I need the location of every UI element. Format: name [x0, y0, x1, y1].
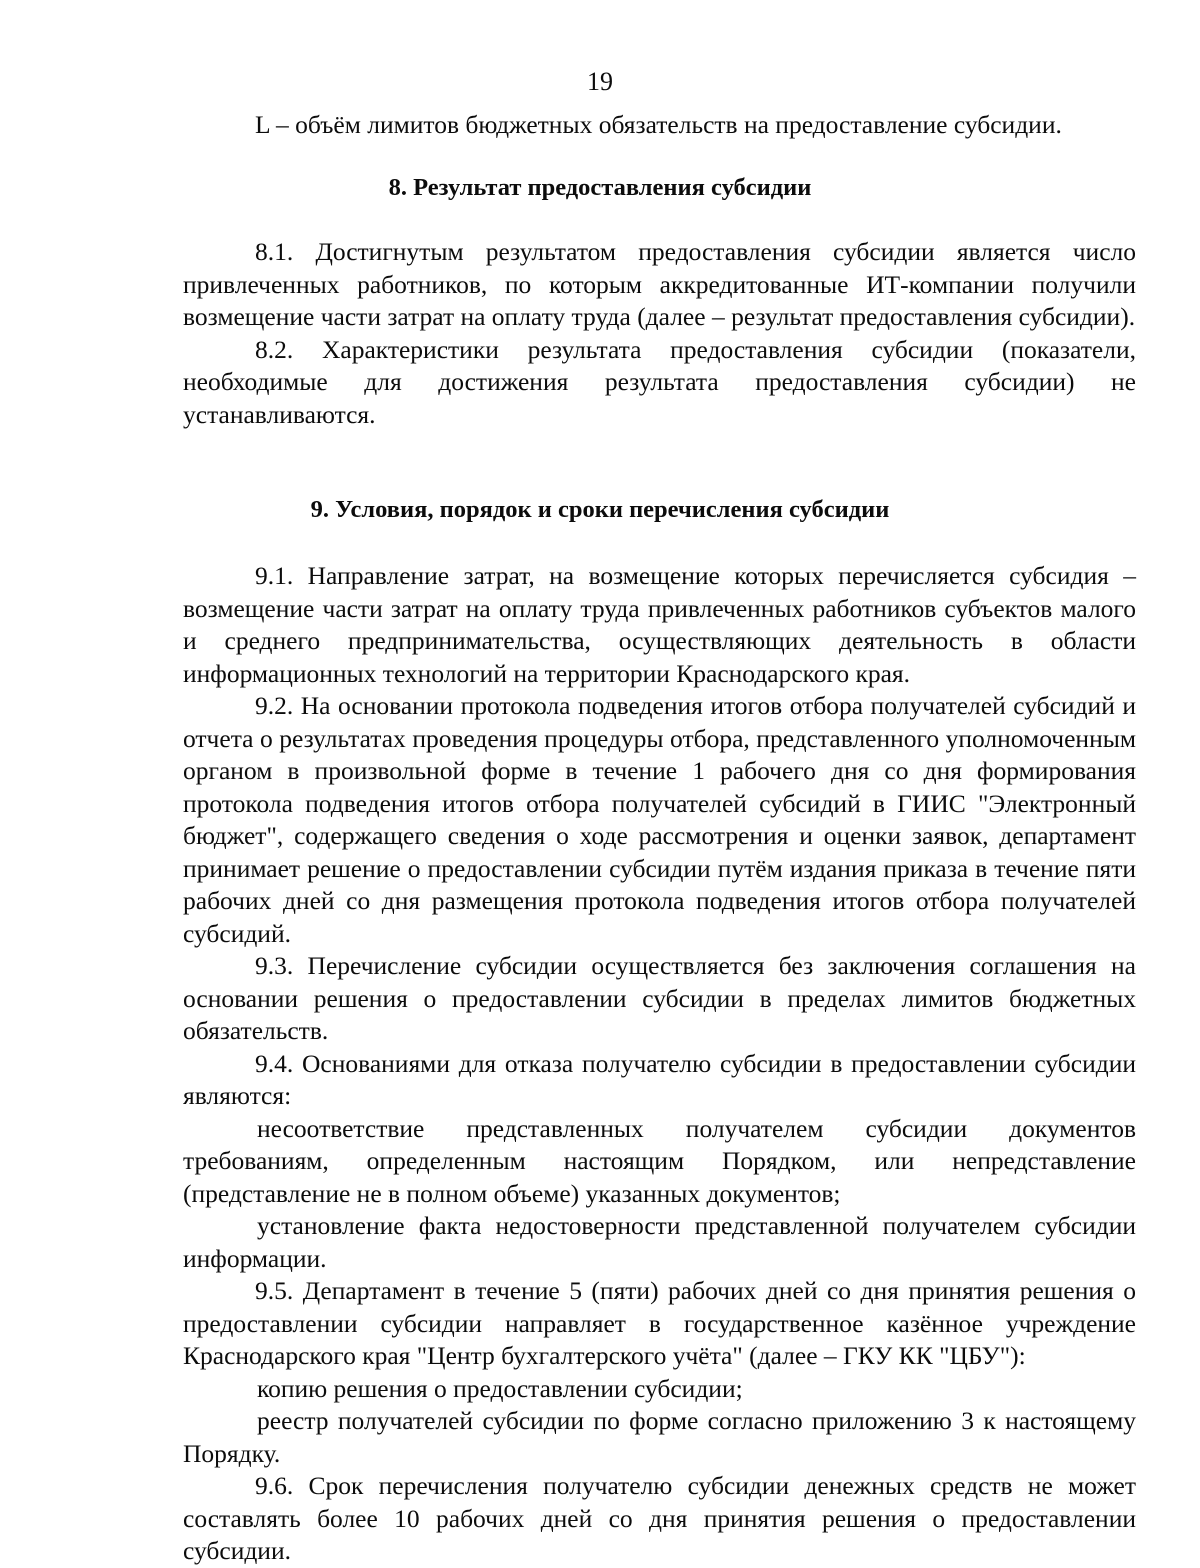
paragraph-9-3: 9.3. Перечисление субсидии осуществляется без заключения соглашения на основании решения о предоставлении субсидии в пределах лимитов бюджетных обязательств.: [183, 951, 1136, 1045]
section-9-title: 9. Условия, порядок и сроки перечисления субсидии: [310, 496, 890, 523]
paragraph-9-5-item-1: копию решения о предоставлении субсидии;: [257, 1373, 743, 1403]
paragraph-9-1: 9.1. Направление затрат, на возмещение которых перечисляется субсидия – возмещение части затрат на оплату труда привлеченных работников субъектов малого и среднего предпринимательства, осуществляющих деятельность в области информационных технологий на территории Краснодарского края.: [183, 561, 1136, 688]
paragraph-9-5: 9.5. Департамент в течение 5 (пяти) рабочих дней со дня принятия решения о предоставлении субсидии направляет в государственное казённое учреждение Краснодарского края "Центр бухгалтерского учёта" (далее – ГКУ КК "ЦБУ"):: [183, 1276, 1136, 1370]
paragraph-9-4-item-1: несоответствие представленных получателем субсидии документов требованиям, определенным настоящим Порядком, или непредставление (представление не в полном объеме) указанных документов;: [183, 1113, 1136, 1208]
paragraph-9-4-item-2: установление факта недостоверности представленной получателем субсидии информации.: [183, 1211, 1136, 1273]
paragraph-9-2: 9.2. На основании протокола подведения итогов отбора получателей субсидий и отчета о результатах проведения процедуры отбора, представленного уполномоченным органом в произвольной форме в течение 1 рабочего дня со дня формирования протокола подведения итогов отбора получателей субсидий в ГИИС "Электронный бюджет", содержащего сведения о ходе рассмотрения и оценки заявок, департамент принимает решение о предоставлении субсидии путём издания приказа в течение пяти рабочих дней со дня размещения протокола подведения итогов отбора получателей субсидий.: [183, 691, 1136, 948]
section-9-body: [183, 560, 1136, 1568]
paragraph-9-6: 9.6. Срок перечисления получателю субсидии денежных средств не может составлять более 10 рабочих дней со дня принятия решения о предоставлении субсидии.: [183, 1471, 1136, 1565]
paragraph-9-4: 9.4. Основаниями для отказа получателю субсидии в предоставлении субсидии являются:: [183, 1048, 1136, 1110]
section-8-body: [183, 236, 1136, 431]
intro-block: [183, 109, 1136, 142]
intro-line: L – объём лимитов бюджетных обязательств на предоставление субсидии.: [255, 110, 1062, 139]
paragraph-8-2: 8.2. Характеристики результата предоставления субсидии (показатели, необходимые для достижения результата предоставления субсидии) не устанавливаются.: [183, 334, 1136, 429]
section-8-title: 8. Результат предоставления субсидии: [388, 174, 812, 201]
page-number: 19: [587, 67, 613, 96]
paragraph-9-5-item-2: реестр получателей субсидии по форме согласно приложению 3 к настоящему Порядку.: [183, 1406, 1136, 1468]
paragraph-8-1: 8.1. Достигнутым результатом предоставления субсидии является число привлеченных работников, по которым аккредитованные ИТ-компании получили возмещение части затрат на оплату труда (далее – результат предоставления субсидии).: [183, 237, 1136, 331]
